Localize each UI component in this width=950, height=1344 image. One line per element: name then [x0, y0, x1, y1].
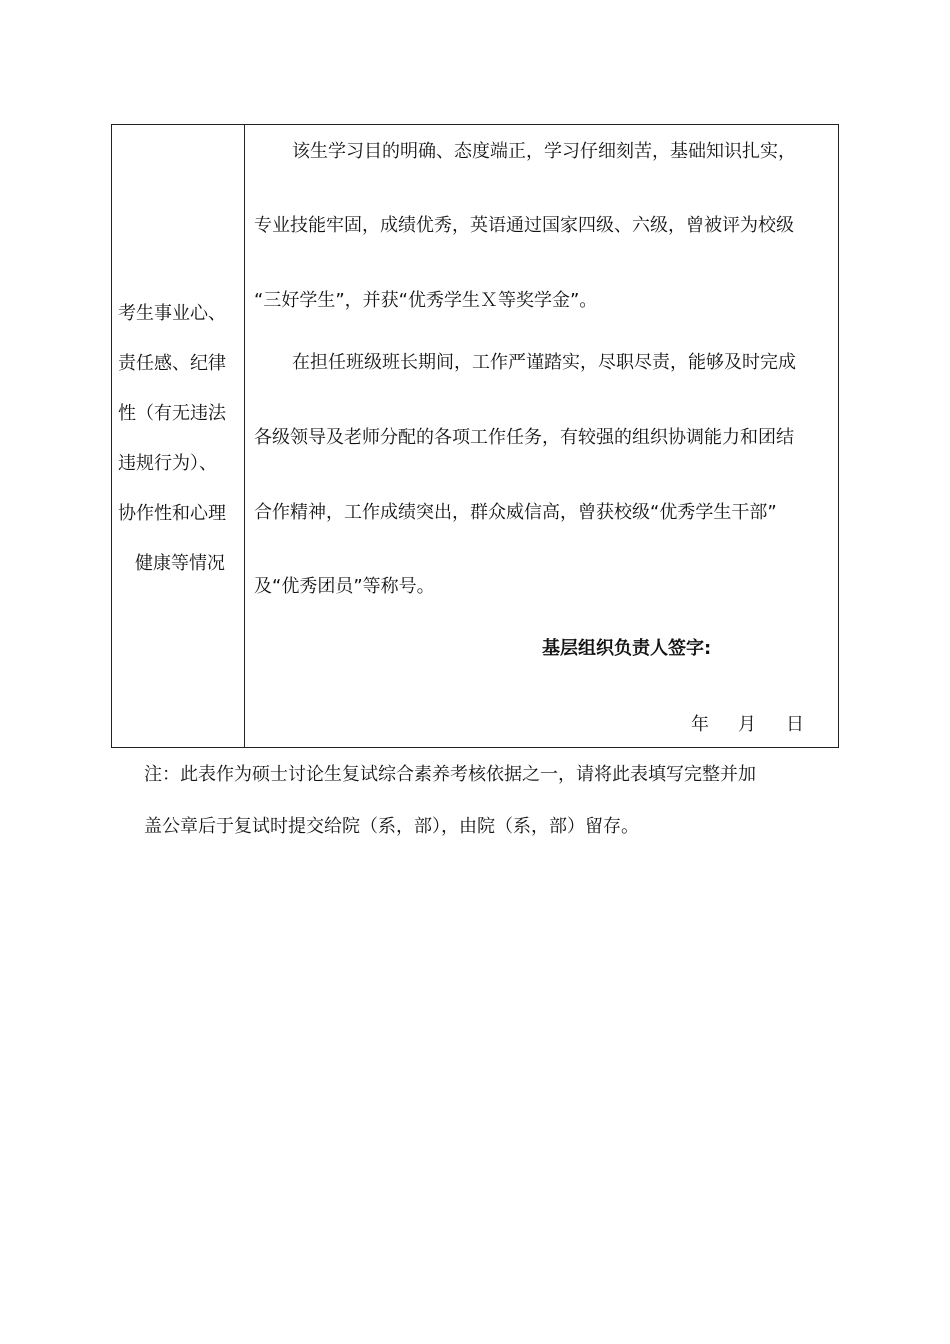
- evaluation-text-line: 该生学习目的明确、态度端正，学习仔细刻苦，基础知识扎实，: [292, 141, 796, 162]
- criteria-label-line: 考生事业心、: [118, 303, 226, 324]
- criteria-label-line: 健康等情况: [135, 553, 225, 574]
- evaluation-content-cell: [245, 125, 838, 747]
- footnote-line: 盖公章后于复试时提交给院（系，部），由院（系，部）留存。: [144, 816, 639, 837]
- evaluation-text-line: 合作精神，工作成绩突出，群众威信高，曾获校级“优秀学生干部”: [254, 502, 777, 523]
- evaluation-table: [111, 124, 839, 748]
- date-day-label: 日: [786, 714, 804, 735]
- criteria-label-line: 违规行为）、: [118, 453, 217, 474]
- criteria-label-line: 责任感、纪律: [118, 353, 226, 374]
- evaluation-text-line: “三好学生”，并获“优秀学生Ｘ等奖学金”。: [254, 290, 598, 311]
- evaluation-text-line: 专业技能牢固，成绩优秀，英语通过国家四级、六级，曾被评为校级: [254, 215, 794, 236]
- criteria-label-line: 协作性和心理: [118, 503, 226, 524]
- criteria-label-cell: [112, 125, 244, 747]
- evaluation-text-line: 在担任班级班长期间，工作严谨踏实，尽职尽责，能够及时完成: [292, 352, 796, 373]
- evaluation-text-line: 及“优秀团员”等称号。: [254, 576, 435, 597]
- signature-label: 基层组织负责人签字:: [542, 638, 712, 659]
- footnote-line: 注：此表作为硕士讨论生复试综合素养考核依据之一，请将此表填写完整并加: [144, 764, 756, 785]
- criteria-label-line: 性（有无违法: [118, 403, 226, 424]
- date-month-label: 月: [738, 714, 756, 735]
- evaluation-text-line: 各级领导及老师分配的各项工作任务，有较强的组织协调能力和团结: [254, 427, 794, 448]
- date-year-label: 年: [691, 714, 709, 735]
